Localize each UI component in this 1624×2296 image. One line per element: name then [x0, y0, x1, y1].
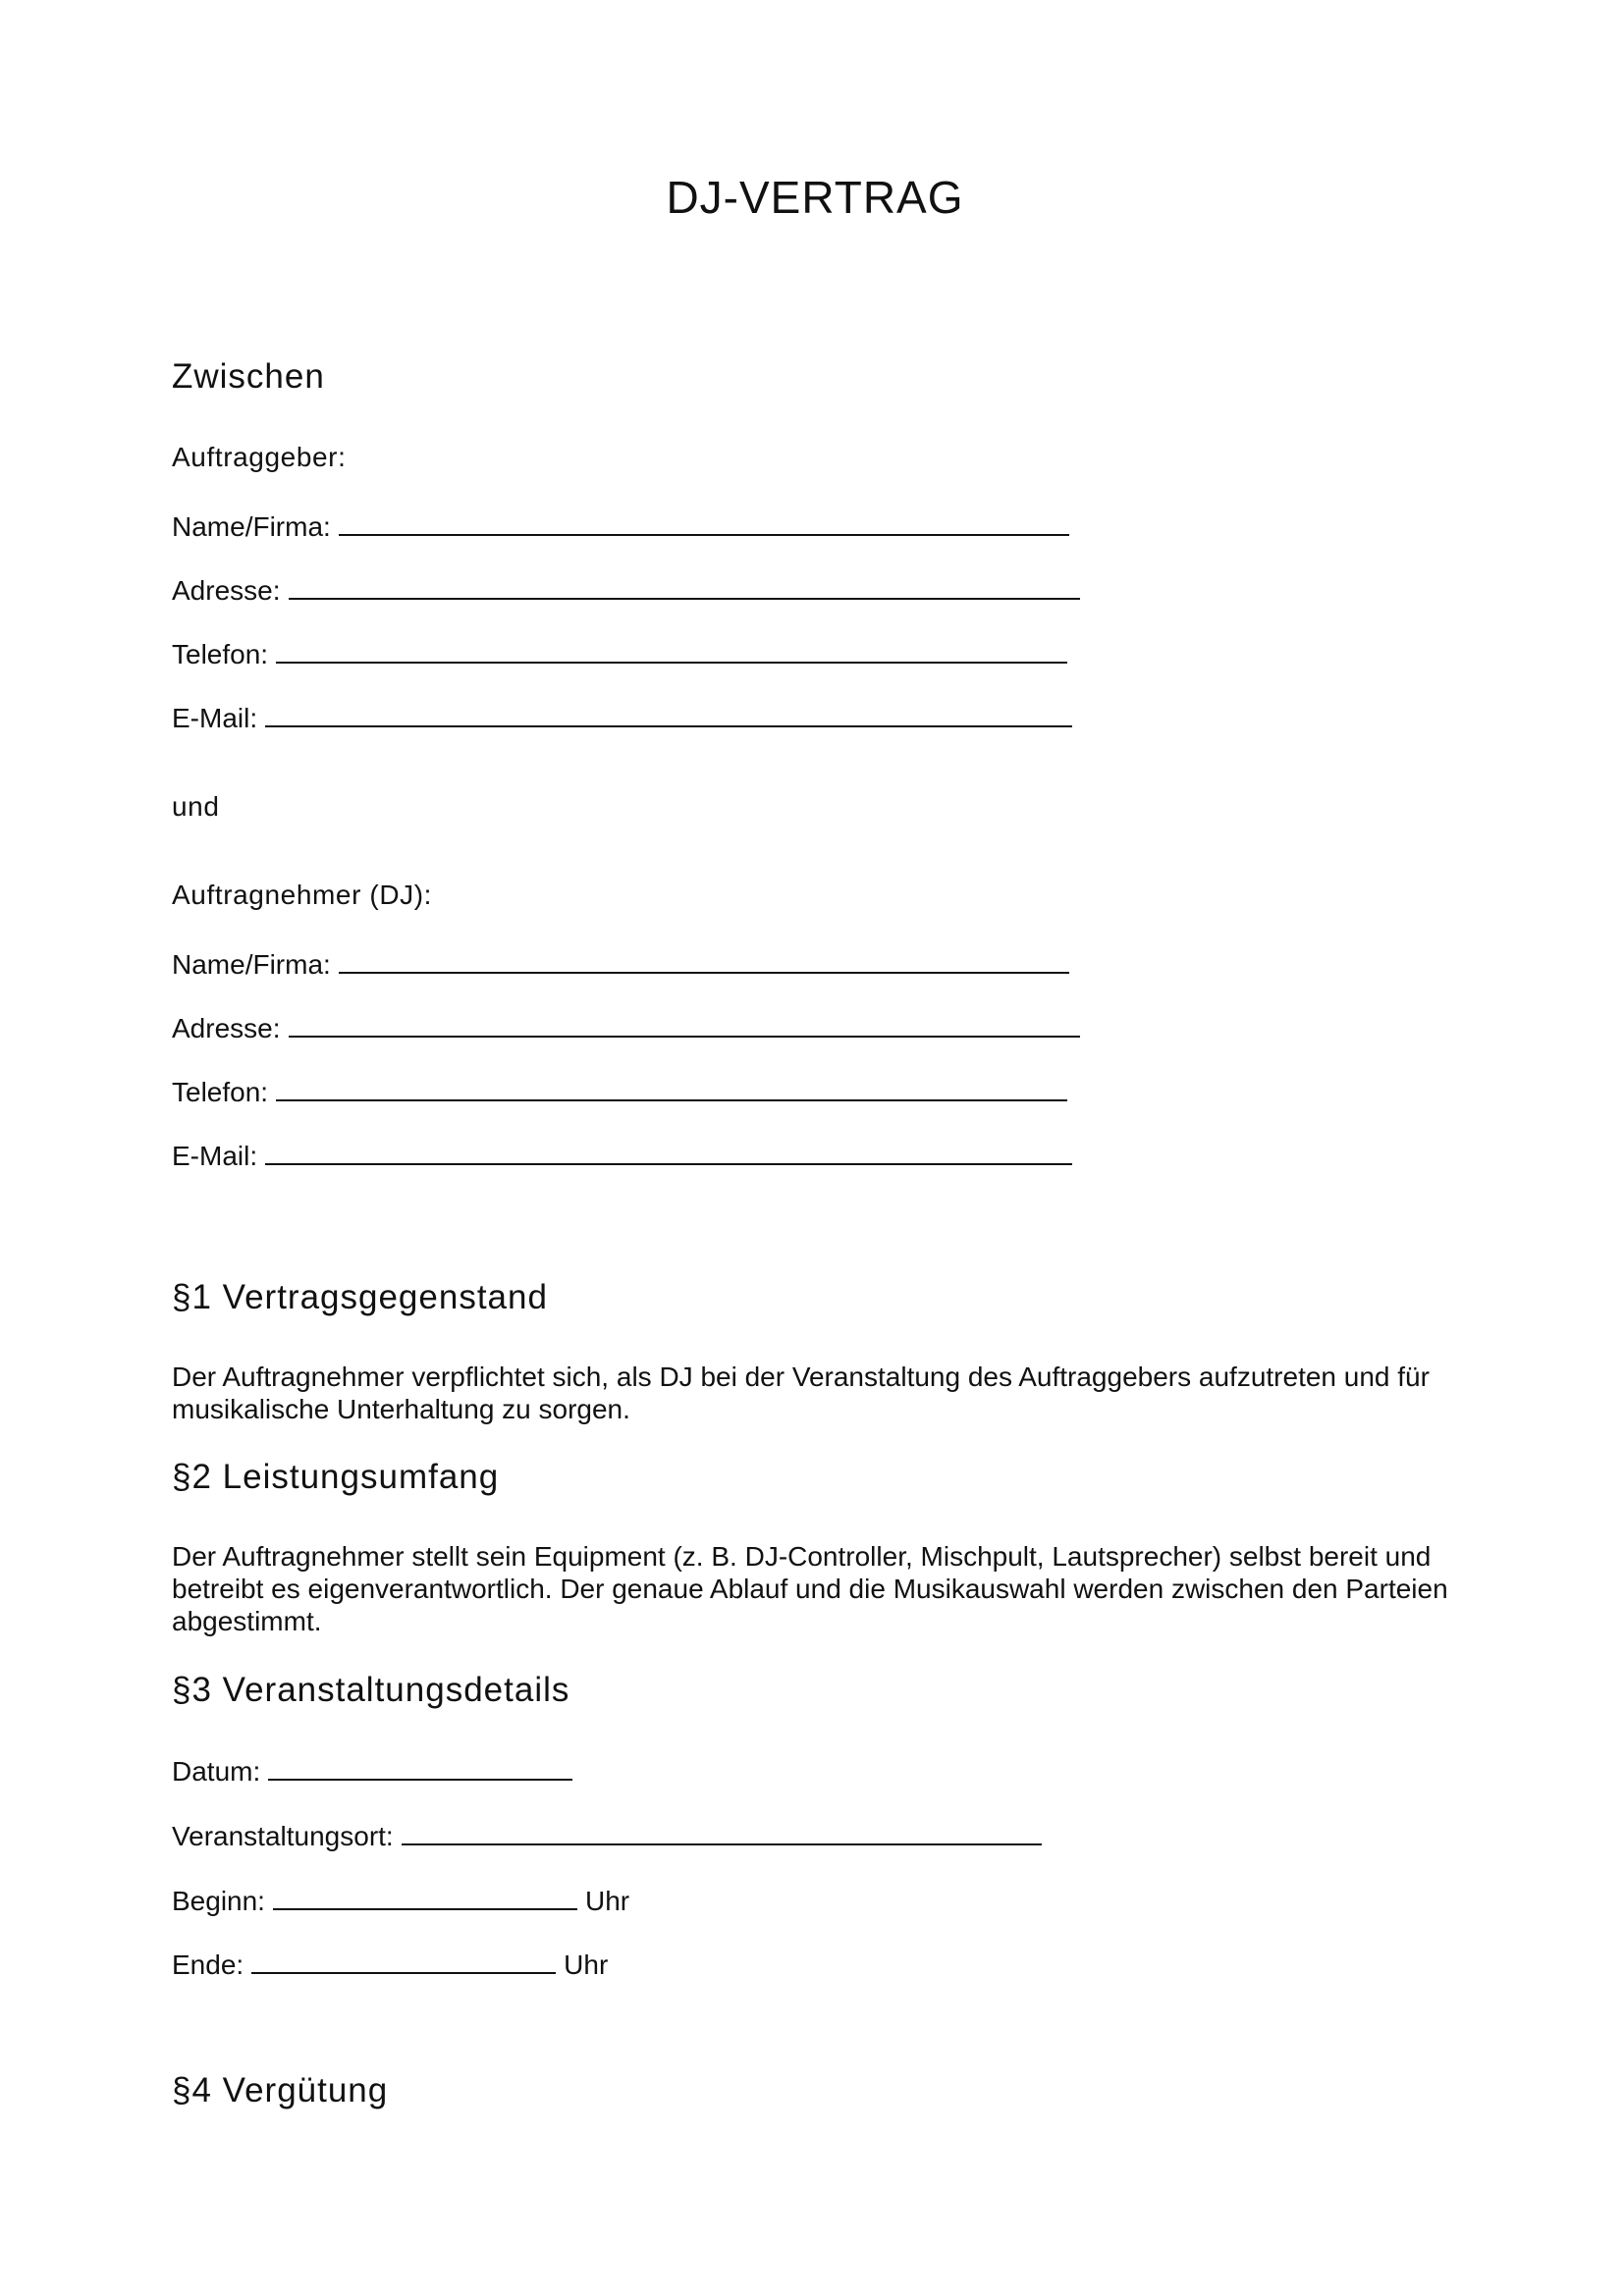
event-location-line[interactable] — [402, 1814, 1042, 1845]
client-email-line[interactable] — [265, 696, 1072, 727]
contractor-address-field[interactable] — [172, 1006, 1080, 1041]
client-phone-field[interactable] — [172, 632, 1067, 667]
contractor-phone-label: Telefon: — [172, 1077, 269, 1107]
client-name-label: Name/Firma: — [172, 511, 331, 542]
contractor-phone-line[interactable] — [276, 1070, 1067, 1101]
event-start-unit: Uhr — [584, 1886, 630, 1916]
client-name-field[interactable] — [172, 505, 1069, 540]
client-email-field[interactable] — [172, 696, 1072, 731]
client-phone-line[interactable] — [276, 632, 1067, 664]
event-date-field[interactable] — [172, 1749, 572, 1785]
contractor-email-label: E-Mail: — [172, 1141, 258, 1171]
parties-intro: Zwischen — [172, 357, 325, 396]
event-end-unit: Uhr — [564, 1949, 609, 1980]
section-3-heading: §3 Veranstaltungsdetails — [172, 1671, 570, 1709]
section-2-text: Der Auftragnehmer stellt sein Equipment (z. B. DJ-Controller, Mischpult, Lautsprecher) selbst bereit und betreibt es eigenverantwortlich. Der genaue Ablauf und die Musikauswahl werden zwischen den Parteien abgestimmt. — [172, 1541, 1448, 1636]
parties-connector: und — [172, 791, 220, 822]
event-start-line[interactable] — [273, 1879, 577, 1910]
contractor-phone-field[interactable] — [172, 1070, 1067, 1105]
contractor-name-label: Name/Firma: — [172, 949, 331, 980]
client-address-line[interactable] — [289, 568, 1080, 600]
section-2-heading: §2 Leistungsumfang — [172, 1458, 500, 1496]
client-phone-label: Telefon: — [172, 639, 269, 669]
event-location-label: Veranstaltungsort: — [172, 1821, 394, 1851]
client-label: Auftraggeber: — [172, 442, 347, 472]
event-end-field[interactable] — [172, 1943, 608, 1978]
section-1-text: Der Auftragnehmer verpflichtet sich, als DJ bei der Veranstaltung des Auftraggebers aufzutreten und für musikalische Unterhaltung zu sorgen. — [172, 1362, 1430, 1424]
contractor-email-field[interactable] — [172, 1134, 1072, 1169]
client-address-field[interactable] — [172, 568, 1080, 604]
event-end-label: Ende: — [172, 1949, 244, 1980]
client-name-line[interactable] — [339, 505, 1069, 536]
contractor-label: Auftragnehmer (DJ): — [172, 880, 433, 910]
event-end-line[interactable] — [251, 1943, 556, 1974]
event-date-line[interactable] — [268, 1749, 572, 1781]
document-title: DJ-VERTRAG — [666, 172, 964, 223]
client-address-label: Adresse: — [172, 575, 281, 606]
section-1-heading: §1 Vertragsgegenstand — [172, 1278, 548, 1316]
event-start-field[interactable] — [172, 1879, 629, 1914]
contractor-address-label: Adresse: — [172, 1013, 281, 1043]
event-date-label: Datum: — [172, 1756, 261, 1787]
section-4-heading: §4 Vergütung — [172, 2071, 389, 2109]
contractor-name-field[interactable] — [172, 942, 1069, 978]
contractor-name-line[interactable] — [339, 942, 1069, 974]
client-email-label: E-Mail: — [172, 703, 258, 733]
event-start-label: Beginn: — [172, 1886, 265, 1916]
contractor-address-line[interactable] — [289, 1006, 1080, 1038]
event-location-field[interactable] — [172, 1814, 1042, 1849]
contractor-email-line[interactable] — [265, 1134, 1072, 1165]
